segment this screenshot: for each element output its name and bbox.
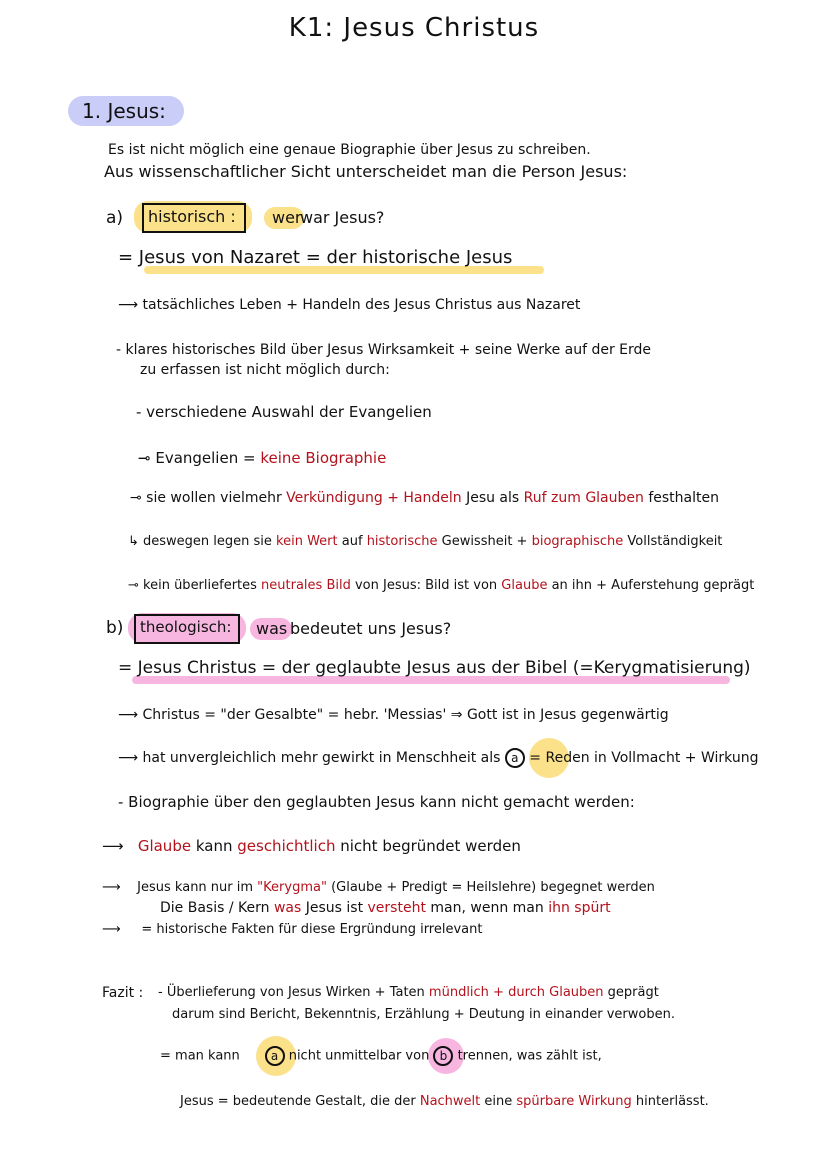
intro-line-1: Es ist nicht möglich eine genaue Biographie über Jesus zu schreiben. <box>108 142 591 158</box>
question-rest: war Jesus? <box>300 208 385 227</box>
biographie-line: - Biographie über den geglaubten Jesus kann nicht gemacht werden: <box>118 793 635 811</box>
circle-b-marker: b <box>433 1046 453 1066</box>
keyword-theologisch: theologisch: <box>140 618 232 636</box>
section-heading: 1. Jesus: <box>82 99 166 123</box>
dash-line-2: - verschiedene Auswahl der Evangelien <box>136 403 432 421</box>
page-title: K1: Jesus Christus <box>288 13 540 43</box>
fakten-line: ⟶ = historische Fakten für diese Ergründung irrelevant <box>102 922 483 937</box>
question-word: wer <box>272 208 302 227</box>
definition-theologic: = Jesus Christus = der geglaubte Jesus aus der Bibel (=Kerygmatisierung) <box>118 658 751 678</box>
line-verkuendigung: ⊸ sie wollen vielmehr Verkündigung + Handeln Jesu als Ruf zum Glauben festhalten <box>130 490 719 506</box>
line-deswegen: ↳ deswegen legen sie kein Wert auf historische Gewissheit + biographische Vollständigkeit <box>128 534 723 549</box>
dash-line-1a: - klares historisches Bild über Jesus Wirksamkeit + seine Werke auf der Erde <box>116 342 652 358</box>
definition-historic: = Jesus von Nazaret = der historische Jesus <box>118 247 513 268</box>
keyword-historisch: historisch : <box>148 207 236 226</box>
glaube-line: ⟶ Glaube kann geschichtlich nicht begründet werden <box>102 837 521 855</box>
fazit-line-4: Jesus = bedeutende Gestalt, die der Nachwelt eine spürbare Wirkung hinterlässt. <box>180 1094 709 1109</box>
intro-line-2: Aus wissenschaftlicher Sicht unterscheidet man die Person Jesus: <box>104 162 628 181</box>
arrow-line: ⟶ tatsächliches Leben + Handeln des Jesus Christus aus Nazaret <box>118 297 581 313</box>
christus-line: ⟶ Christus = "der Gesalbte" = hebr. 'Messias' ⇒ Gott ist in Jesus gegenwärtig <box>118 707 669 723</box>
fazit-label: Fazit : <box>102 985 144 1001</box>
basis-line: Die Basis / Kern was Jesus ist versteht man, wenn man ihn spürt <box>160 900 611 916</box>
kerygma-line: ⟶ Jesus kann nur im "Kerygma" (Glaube + Predigt = Heilslehre) begegnet werden <box>102 880 655 895</box>
dash-line-1b: zu erfassen ist nicht möglich durch: <box>140 362 390 378</box>
circle-a-marker-2: a <box>265 1046 285 1066</box>
circle-a-marker: a <box>505 748 525 768</box>
fazit-line-2: darum sind Bericht, Bekenntnis, Erzählung + Deutung in einander verwoben. <box>172 1007 675 1022</box>
part-a-label: a) <box>106 208 124 228</box>
question-b-rest: bedeutet uns Jesus? <box>290 619 452 638</box>
question-b-word: was <box>256 619 288 638</box>
fazit-line-3: = man kann a nicht unmittelbar von b trennen, was zählt ist, <box>160 1046 602 1067</box>
line-kein-bild: ⊸ kein überliefertes neutrales Bild von Jesus: Bild ist von Glaube an ihn + Auferstehung geprägt <box>128 578 755 593</box>
part-b-label: b) <box>106 618 124 638</box>
evangelien-line: ⊸ Evangelien = keine Biographie <box>138 449 387 467</box>
wirkung-line: ⟶ hat unvergleichlich mehr gewirkt in Menschheit als a = Reden in Vollmacht + Wirkung <box>118 750 759 766</box>
fazit-line-1: - Überlieferung von Jesus Wirken + Taten mündlich + durch Glauben geprägt <box>158 985 659 1000</box>
